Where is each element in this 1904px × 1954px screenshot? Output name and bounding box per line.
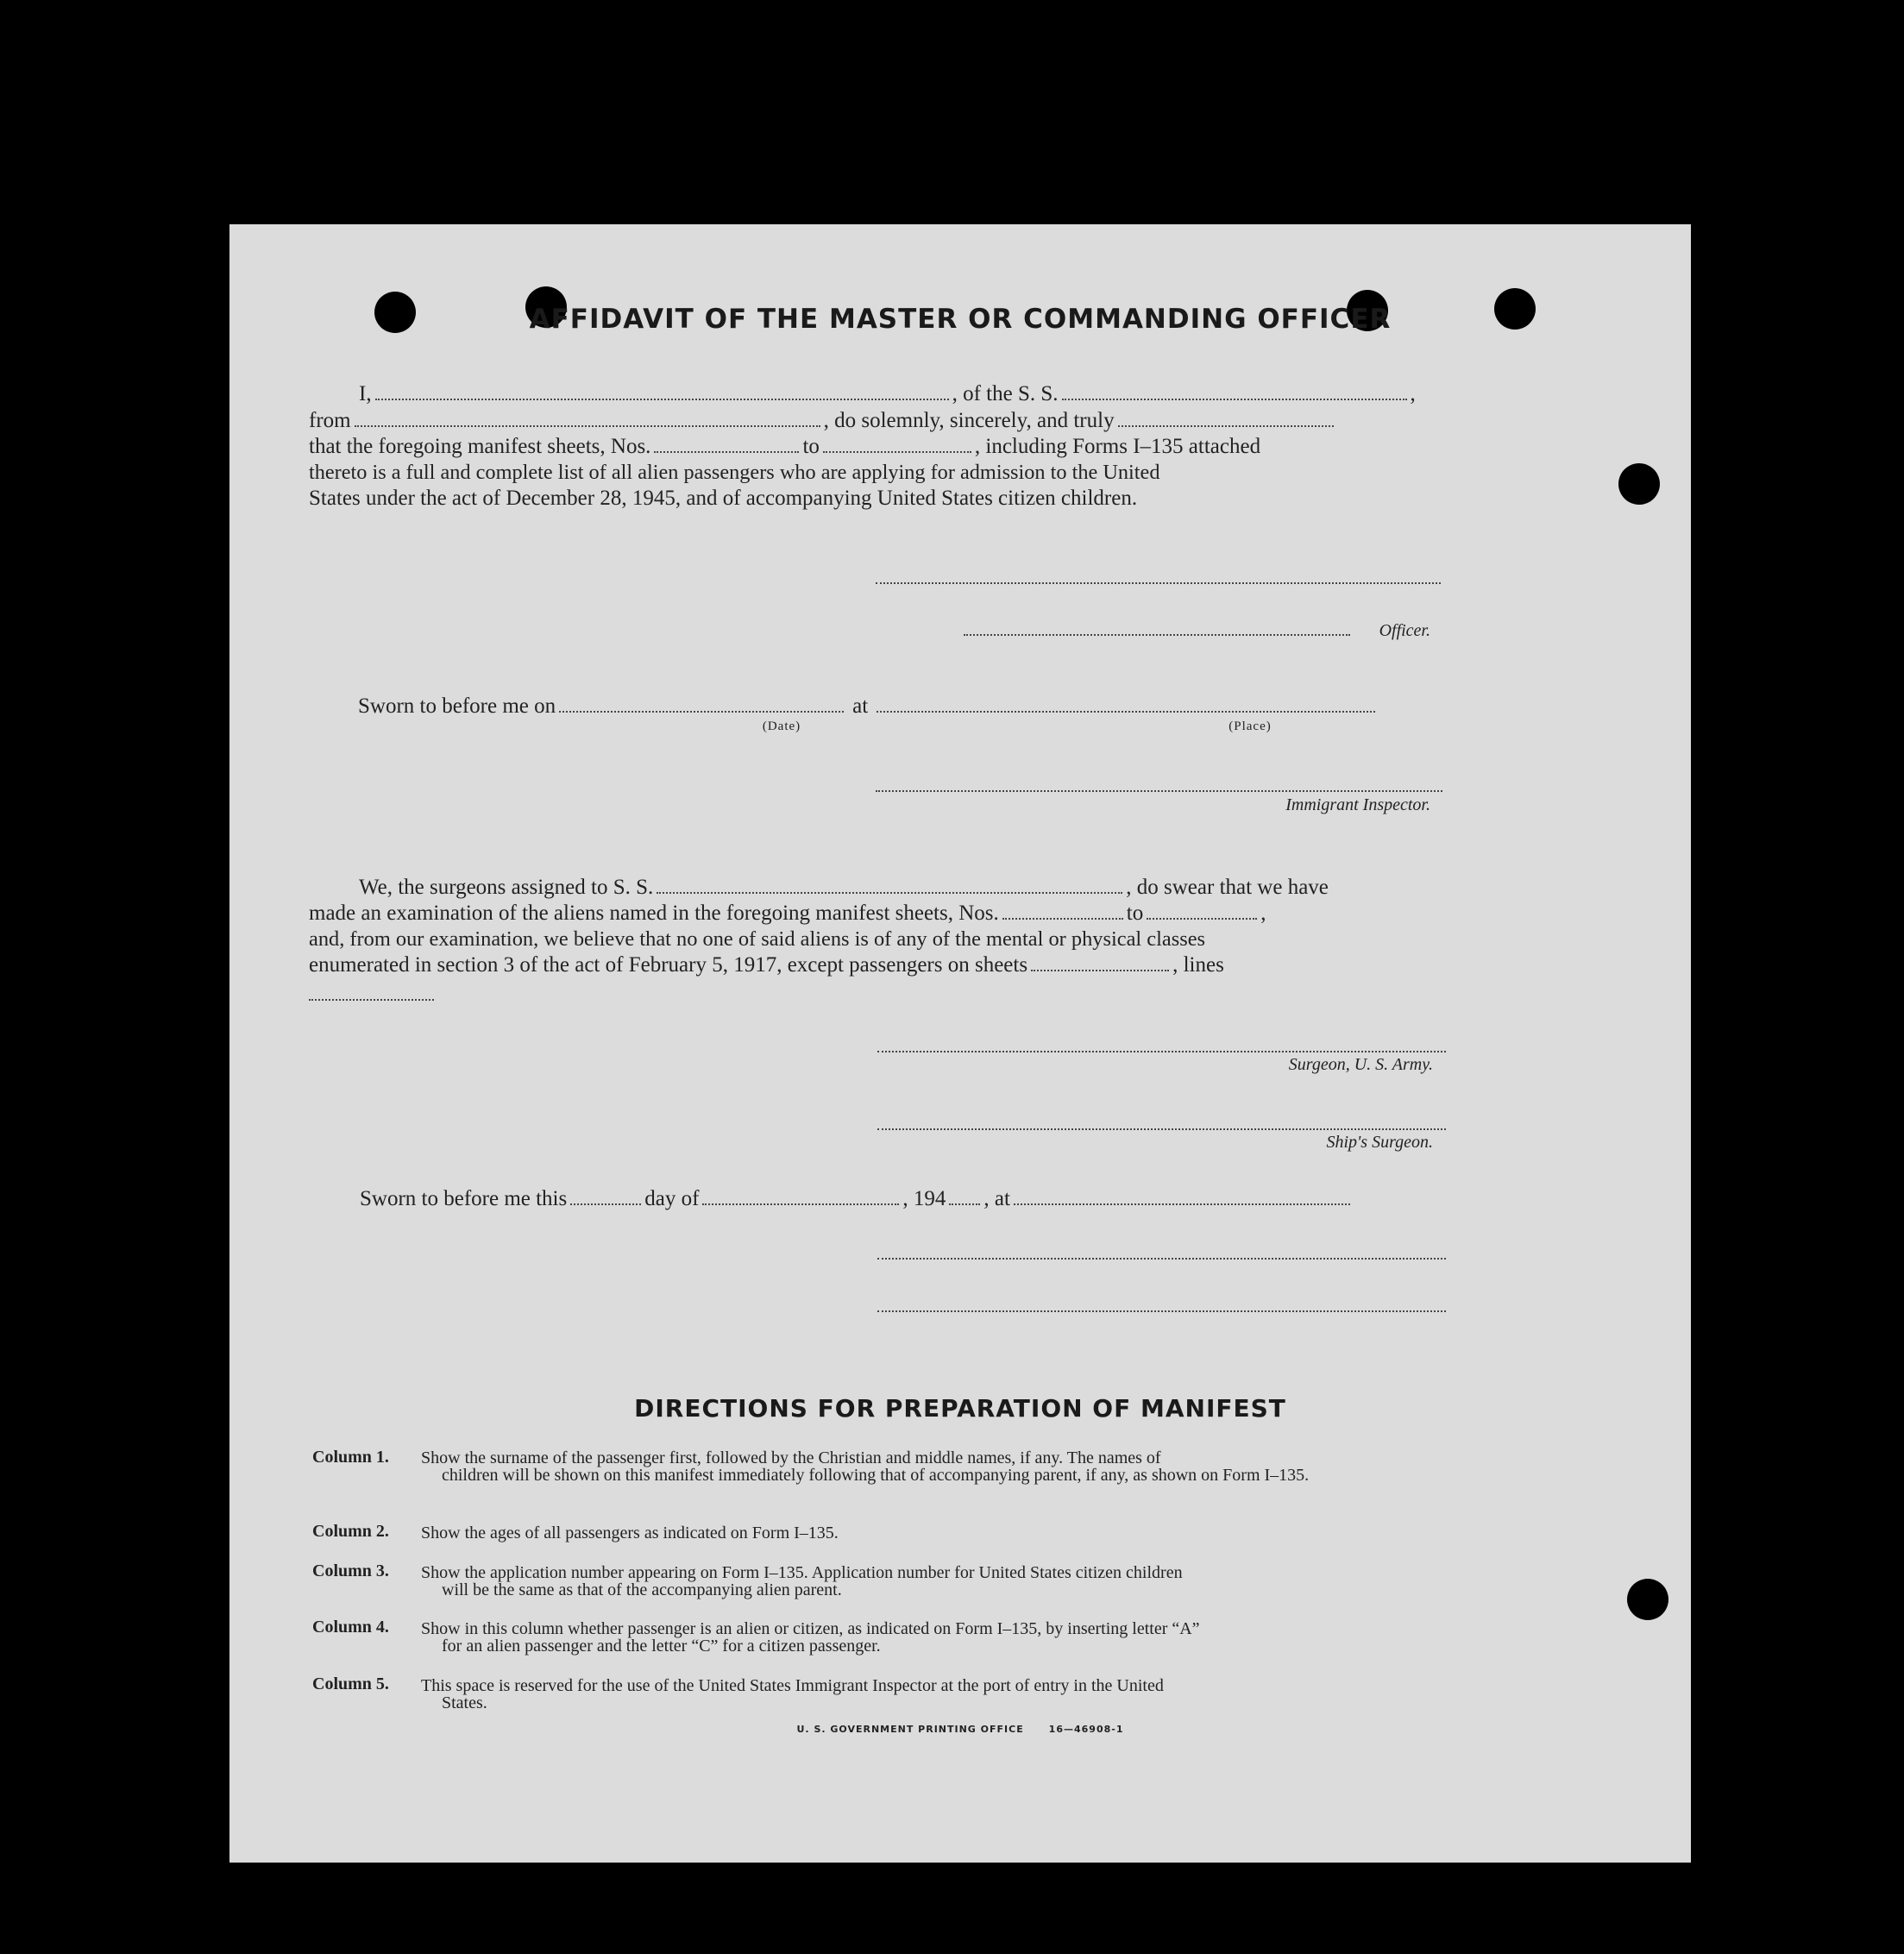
swear-field[interactable] [1118,410,1334,427]
day-field[interactable] [570,1188,641,1205]
place-field[interactable] [877,695,1375,713]
form-sheet [229,224,1691,1863]
directions-title: DIRECTIONS FOR PREPARATION OF MANIFEST [634,1394,1286,1423]
ship-field[interactable] [1062,383,1407,400]
army-surgeon-caption: Surgeon, U. S. Army. [1288,1055,1433,1074]
affidavit-line-5: States under the act of December 28, 1945, and of accompanying United States citizen children. [309,487,1138,510]
surgeons-line-3: and, from our examination, we believe that no one of said aliens is of any of the mental or physical classes [309,927,1206,951]
year-field[interactable] [949,1188,980,1205]
sheets-except-field[interactable] [1031,954,1169,971]
signature-line[interactable] [877,1310,1446,1312]
from-field[interactable] [355,410,820,427]
surgeons-line-4: enumerated in section 3 of the act of February 5, 1917, except passengers on sheets , lines [309,953,1224,977]
signature-line[interactable] [877,1258,1446,1260]
column-3-label: Column 3. [312,1561,389,1580]
place-field-2[interactable] [1014,1188,1350,1205]
affidavit-line-4: thereto is a full and complete list of all alien passengers who are applying for admission to the United [309,461,1160,484]
sheets-to-field[interactable] [823,436,971,453]
affidavit-line-2: from , do solemnly, sincerely, and truly [309,409,1448,433]
surgeons-line-1: We, the surgeons assigned to S. S. , do swear that we have [359,876,1329,899]
signature-line[interactable] [876,790,1442,792]
sheets-from-field[interactable] [654,436,799,453]
column-3-text: Show the application number appearing on Form I–135. Application number for United States citizen children will be the same as that of the accompanying alien parent. [421,1563,1183,1599]
sworn-line-2: Sworn to before me this day of , 194 , at [360,1187,1499,1211]
affidavit-line-1: I, , of the S. S. , [359,382,1416,405]
name-field[interactable] [375,383,949,400]
surgeons-line-2: made an examination of the aliens named in the foregoing manifest sheets, Nos. to , [309,902,1266,925]
sheets-to-field-2[interactable] [1147,902,1257,920]
column-4-text: Show in this column whether passenger is an alien or citizen, as indicated on Form I–135, by inserting letter “A” for an alien passenger and the letter “C” for a citizen passenger. [421,1619,1200,1656]
punch-hole [1627,1579,1668,1620]
column-1-label: Column 1. [312,1448,389,1467]
column-2-text: Show the ages of all passengers as indicated on Form I–135. [421,1524,839,1542]
column-4-label: Column 4. [312,1618,389,1637]
signature-line[interactable] [877,1051,1446,1052]
month-field[interactable] [702,1188,899,1205]
column-5-label: Column 5. [312,1674,389,1693]
ships-surgeon-caption: Ship's Surgeon. [1326,1133,1433,1152]
date-field[interactable] [559,695,844,713]
date-caption: (Date) [762,719,801,733]
signature-line[interactable] [877,1128,1446,1130]
page-title: AFFIDAVIT OF THE MASTER OR COMMANDING OFFICER [529,304,1392,335]
inspector-caption: Immigrant Inspector. [1285,795,1430,814]
signature-line[interactable] [964,634,1350,636]
officer-caption: Officer. [1379,621,1430,640]
signature-line[interactable] [876,582,1441,584]
sheets-from-field-2[interactable] [1002,902,1123,920]
punch-hole [1618,463,1660,505]
lines-field[interactable] [309,999,434,1001]
printing-office-imprint: U. S. GOVERNMENT PRINTING OFFICE 16—46908-1 [796,1724,1124,1735]
place-caption: (Place) [1228,719,1272,733]
sworn-line-1: Sworn to before me on at [358,694,1497,719]
ship-field-2[interactable] [657,876,1122,894]
column-2-label: Column 2. [312,1522,389,1541]
column-5-text: This space is reserved for the use of the United States Immigrant Inspector at the port of entry in the United States. [421,1676,1164,1712]
column-1-text: Show the surname of the passenger first, followed by the Christian and middle names, if any. The names of children will be shown on this manifest immediately following that of accompanying parent, if any, as shown on Form I–135. [421,1448,1310,1485]
affidavit-line-3: that the foregoing manifest sheets, Nos. to , including Forms I–135 attached [309,435,1261,458]
